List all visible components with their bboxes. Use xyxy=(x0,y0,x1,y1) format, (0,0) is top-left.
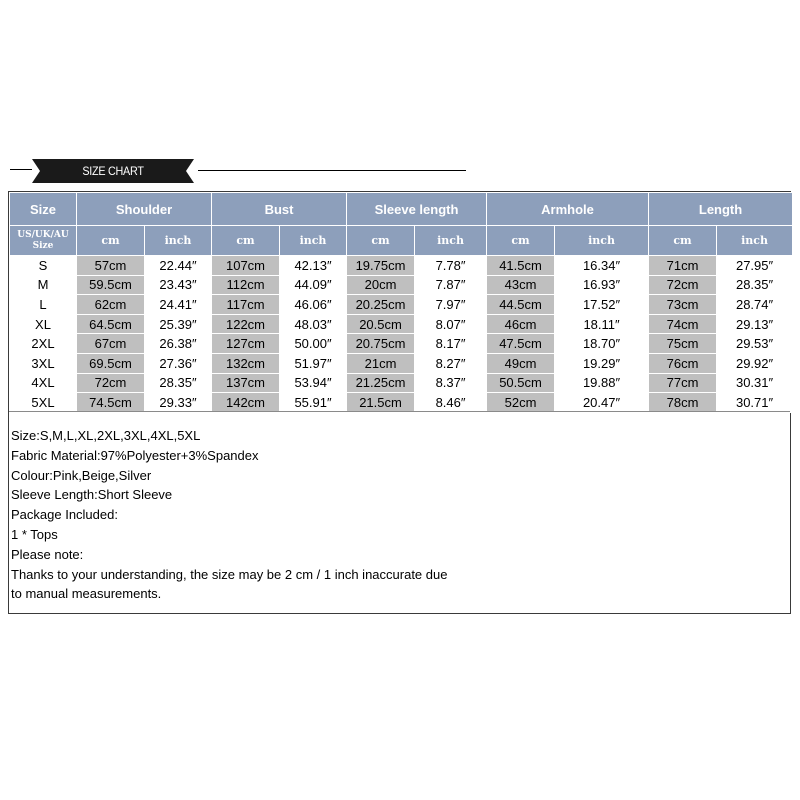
table-row xyxy=(10,393,793,413)
table-cell: 30.71″ xyxy=(717,393,793,413)
size-cell: 3XL xyxy=(10,353,77,373)
sleeve-length-header: Sleeve length xyxy=(347,193,487,226)
table-cell: 50.5cm xyxy=(487,373,555,393)
table-cell: 18.11″ xyxy=(555,314,649,334)
unit-cm: cm xyxy=(347,226,415,256)
table-cell: 67cm xyxy=(77,334,145,354)
table-row xyxy=(10,353,793,373)
table-cell: 16.93″ xyxy=(555,275,649,295)
table-cell: 49cm xyxy=(487,353,555,373)
table-cell: 44.09″ xyxy=(280,275,347,295)
table-cell: 23.43″ xyxy=(145,275,212,295)
table-cell: 8.46″ xyxy=(415,393,487,413)
note-line-tops: 1 * Tops xyxy=(11,526,58,542)
table-cell: 8.07″ xyxy=(415,314,487,334)
table-cell: 47.5cm xyxy=(487,334,555,354)
table-row xyxy=(10,256,793,276)
table-cell: 107cm xyxy=(212,256,280,276)
table-cell: 44.5cm xyxy=(487,295,555,315)
unit-inch: inch xyxy=(415,226,487,256)
table-row xyxy=(10,295,793,315)
table-cell: 20.5cm xyxy=(347,314,415,334)
table-cell: 25.39″ xyxy=(145,314,212,334)
size-table xyxy=(9,192,793,413)
table-cell: 132cm xyxy=(212,353,280,373)
table-cell: 122cm xyxy=(212,314,280,334)
table-cell: 30.31″ xyxy=(717,373,793,393)
size-region-label: US/UK/AU xyxy=(17,229,69,240)
unit-cm: cm xyxy=(212,226,280,256)
size-sub-header xyxy=(10,226,77,256)
table-cell: 24.41″ xyxy=(145,295,212,315)
unit-inch: inch xyxy=(555,226,649,256)
banner-line-left xyxy=(10,169,32,170)
table-cell: 27.95″ xyxy=(717,256,793,276)
table-cell: 72cm xyxy=(649,275,717,295)
table-header-row xyxy=(10,193,793,226)
table-cell: 43cm xyxy=(487,275,555,295)
size-cell: S xyxy=(10,256,77,276)
table-cell: 117cm xyxy=(212,295,280,315)
table-cell: 7.87″ xyxy=(415,275,487,295)
table-cell: 73cm xyxy=(649,295,717,315)
table-cell: 8.27″ xyxy=(415,353,487,373)
table-cell: 20.75cm xyxy=(347,334,415,354)
table-cell: 74cm xyxy=(649,314,717,334)
table-cell: 8.37″ xyxy=(415,373,487,393)
table-cell: 7.97″ xyxy=(415,295,487,315)
table-cell: 51.97″ xyxy=(280,353,347,373)
table-cell: 17.52″ xyxy=(555,295,649,315)
table-row xyxy=(10,373,793,393)
size-cell: M xyxy=(10,275,77,295)
length-header: Length xyxy=(649,193,793,226)
table-cell: 19.29″ xyxy=(555,353,649,373)
banner-line-right xyxy=(198,170,466,171)
armhole-header: Armhole xyxy=(487,193,649,226)
size-cell: 4XL xyxy=(10,373,77,393)
table-cell: 21.25cm xyxy=(347,373,415,393)
table-cell: 137cm xyxy=(212,373,280,393)
table-cell: 20.25cm xyxy=(347,295,415,315)
size-word-label: Size xyxy=(32,240,54,251)
table-cell: 78cm xyxy=(649,393,717,413)
table-cell: 71cm xyxy=(649,256,717,276)
product-notes xyxy=(11,426,781,604)
shoulder-header: Shoulder xyxy=(77,193,212,226)
unit-inch: inch xyxy=(145,226,212,256)
table-unit-row xyxy=(10,226,793,256)
table-cell: 59.5cm xyxy=(77,275,145,295)
table-cell: 50.00″ xyxy=(280,334,347,354)
table-cell: 8.17″ xyxy=(415,334,487,354)
table-cell: 27.36″ xyxy=(145,353,212,373)
table-cell: 55.91″ xyxy=(280,393,347,413)
table-cell: 20cm xyxy=(347,275,415,295)
note-line-size: Size:S,M,L,XL,2XL,3XL,4XL,5XL xyxy=(11,428,201,443)
size-chart-banner xyxy=(8,152,468,188)
table-row xyxy=(10,334,793,354)
table-cell: 20.47″ xyxy=(555,393,649,413)
banner-tag xyxy=(32,159,194,183)
table-cell: 29.92″ xyxy=(717,353,793,373)
notes-divider xyxy=(9,411,790,412)
note-line-fabric: Fabric Material:97%Polyester+3%Spandex xyxy=(11,447,259,463)
banner-title: SIZE CHART xyxy=(82,164,144,178)
table-cell: 77cm xyxy=(649,373,717,393)
table-cell: 21cm xyxy=(347,353,415,373)
table-cell: 21.5cm xyxy=(347,393,415,413)
size-chart-panel xyxy=(8,191,791,614)
table-cell: 28.35″ xyxy=(717,275,793,295)
table-cell: 127cm xyxy=(212,334,280,354)
table-cell: 69.5cm xyxy=(77,353,145,373)
table-cell: 72cm xyxy=(77,373,145,393)
table-cell: 16.34″ xyxy=(555,256,649,276)
size-cell: 5XL xyxy=(10,393,77,413)
table-cell: 62cm xyxy=(77,295,145,315)
table-cell: 22.44″ xyxy=(145,256,212,276)
table-cell: 74.5cm xyxy=(77,393,145,413)
size-cell: XL xyxy=(10,314,77,334)
unit-inch: inch xyxy=(280,226,347,256)
table-cell: 75cm xyxy=(649,334,717,354)
table-cell: 46.06″ xyxy=(280,295,347,315)
table-cell: 19.88″ xyxy=(555,373,649,393)
note-line-disclaimer-end: to manual measurements. xyxy=(11,586,162,602)
size-cell: 2XL xyxy=(10,334,77,354)
unit-cm: cm xyxy=(649,226,717,256)
table-cell: 19.75cm xyxy=(347,256,415,276)
note-line-package: Package Included: xyxy=(11,507,118,523)
table-cell: 142cm xyxy=(212,393,280,413)
table-cell: 53.94″ xyxy=(280,373,347,393)
unit-inch: inch xyxy=(717,226,793,256)
size-header: Size xyxy=(10,193,77,226)
note-line-please-note: Please note: xyxy=(11,546,84,562)
table-cell: 7.78″ xyxy=(415,256,487,276)
table-cell: 46cm xyxy=(487,314,555,334)
table-cell: 29.53″ xyxy=(717,334,793,354)
table-cell: 18.70″ xyxy=(555,334,649,354)
note-line-sleeve: Sleeve Length:Short Sleeve xyxy=(11,487,173,503)
table-cell: 42.13″ xyxy=(280,256,347,276)
note-line-colour: Colour:Pink,Beige,Silver xyxy=(11,467,152,483)
table-cell: 52cm xyxy=(487,393,555,413)
unit-cm: cm xyxy=(487,226,555,256)
table-cell: 29.13″ xyxy=(717,314,793,334)
note-line-disclaimer: Thanks to your understanding, the size may be 2 cm / 1 inch inaccurate due xyxy=(11,566,448,582)
table-cell: 48.03″ xyxy=(280,314,347,334)
table-cell: 28.74″ xyxy=(717,295,793,315)
table-cell: 64.5cm xyxy=(77,314,145,334)
table-cell: 28.35″ xyxy=(145,373,212,393)
bust-header: Bust xyxy=(212,193,347,226)
table-cell: 29.33″ xyxy=(145,393,212,413)
table-cell: 41.5cm xyxy=(487,256,555,276)
table-cell: 57cm xyxy=(77,256,145,276)
table-row xyxy=(10,275,793,295)
table-cell: 26.38″ xyxy=(145,334,212,354)
unit-cm: cm xyxy=(77,226,145,256)
table-cell: 112cm xyxy=(212,275,280,295)
table-cell: 76cm xyxy=(649,353,717,373)
table-row xyxy=(10,314,793,334)
size-cell: L xyxy=(10,295,77,315)
